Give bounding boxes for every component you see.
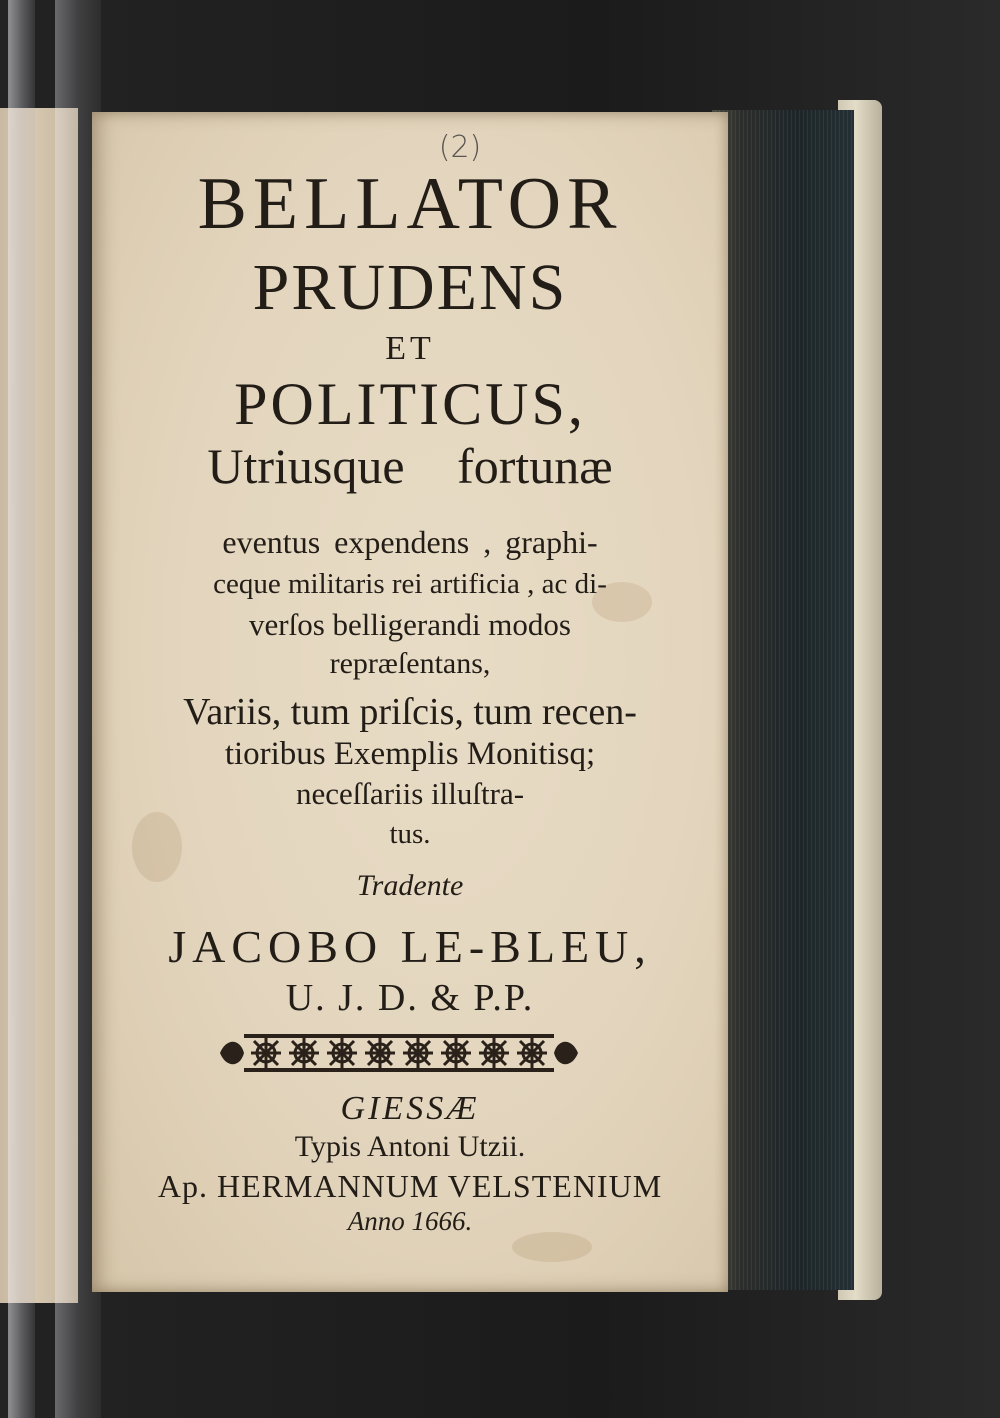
body-line-8: tus. [389, 818, 431, 850]
pencil-annotation: (2) [438, 130, 482, 165]
body-line-1: eventus expendens , graphi- [222, 524, 598, 560]
imprint-year: Anno 1666. [347, 1206, 473, 1236]
title-line-3: ET [385, 330, 435, 367]
page-stack-fore-edge [712, 110, 854, 1290]
title-line-4: POLITICUS, [234, 371, 586, 437]
body-line-6: tioribus Exemplis Monitisq; [224, 736, 596, 772]
body-line-7: neceſſariis illuſtra- [295, 776, 525, 811]
author-degrees: U. J. D. & P.P. [285, 977, 535, 1019]
body-line-5: Variis, tum priſcis, tum recen- [183, 691, 637, 733]
printers-ornament [214, 1024, 584, 1082]
body-line-3: verſos belligerandi modos [249, 607, 571, 642]
imprint-publisher: Ap. HERMANNUM VELSTENIUM [157, 1168, 663, 1204]
imprint-place: GIESSÆ [340, 1090, 480, 1127]
glass-clamp-left [8, 0, 35, 1418]
body-line-2: ceque militaris rei artificia , ac di- [213, 568, 607, 600]
title-page-text [92, 112, 728, 1292]
tradente-label: Tradente [356, 869, 464, 902]
ornament-band-icon [214, 1024, 584, 1082]
title-line-1: BELLATOR [197, 163, 623, 245]
imprint-printer: Typis Antoni Utzii. [294, 1130, 526, 1163]
author-name: JACOBO LE-BLEU, [168, 921, 652, 972]
body-line-4: repræſentans, [329, 647, 491, 680]
subtitle: Utriusque fortunæ [207, 438, 613, 494]
title-line-2: PRUDENS [252, 251, 568, 324]
title-page [92, 112, 728, 1292]
